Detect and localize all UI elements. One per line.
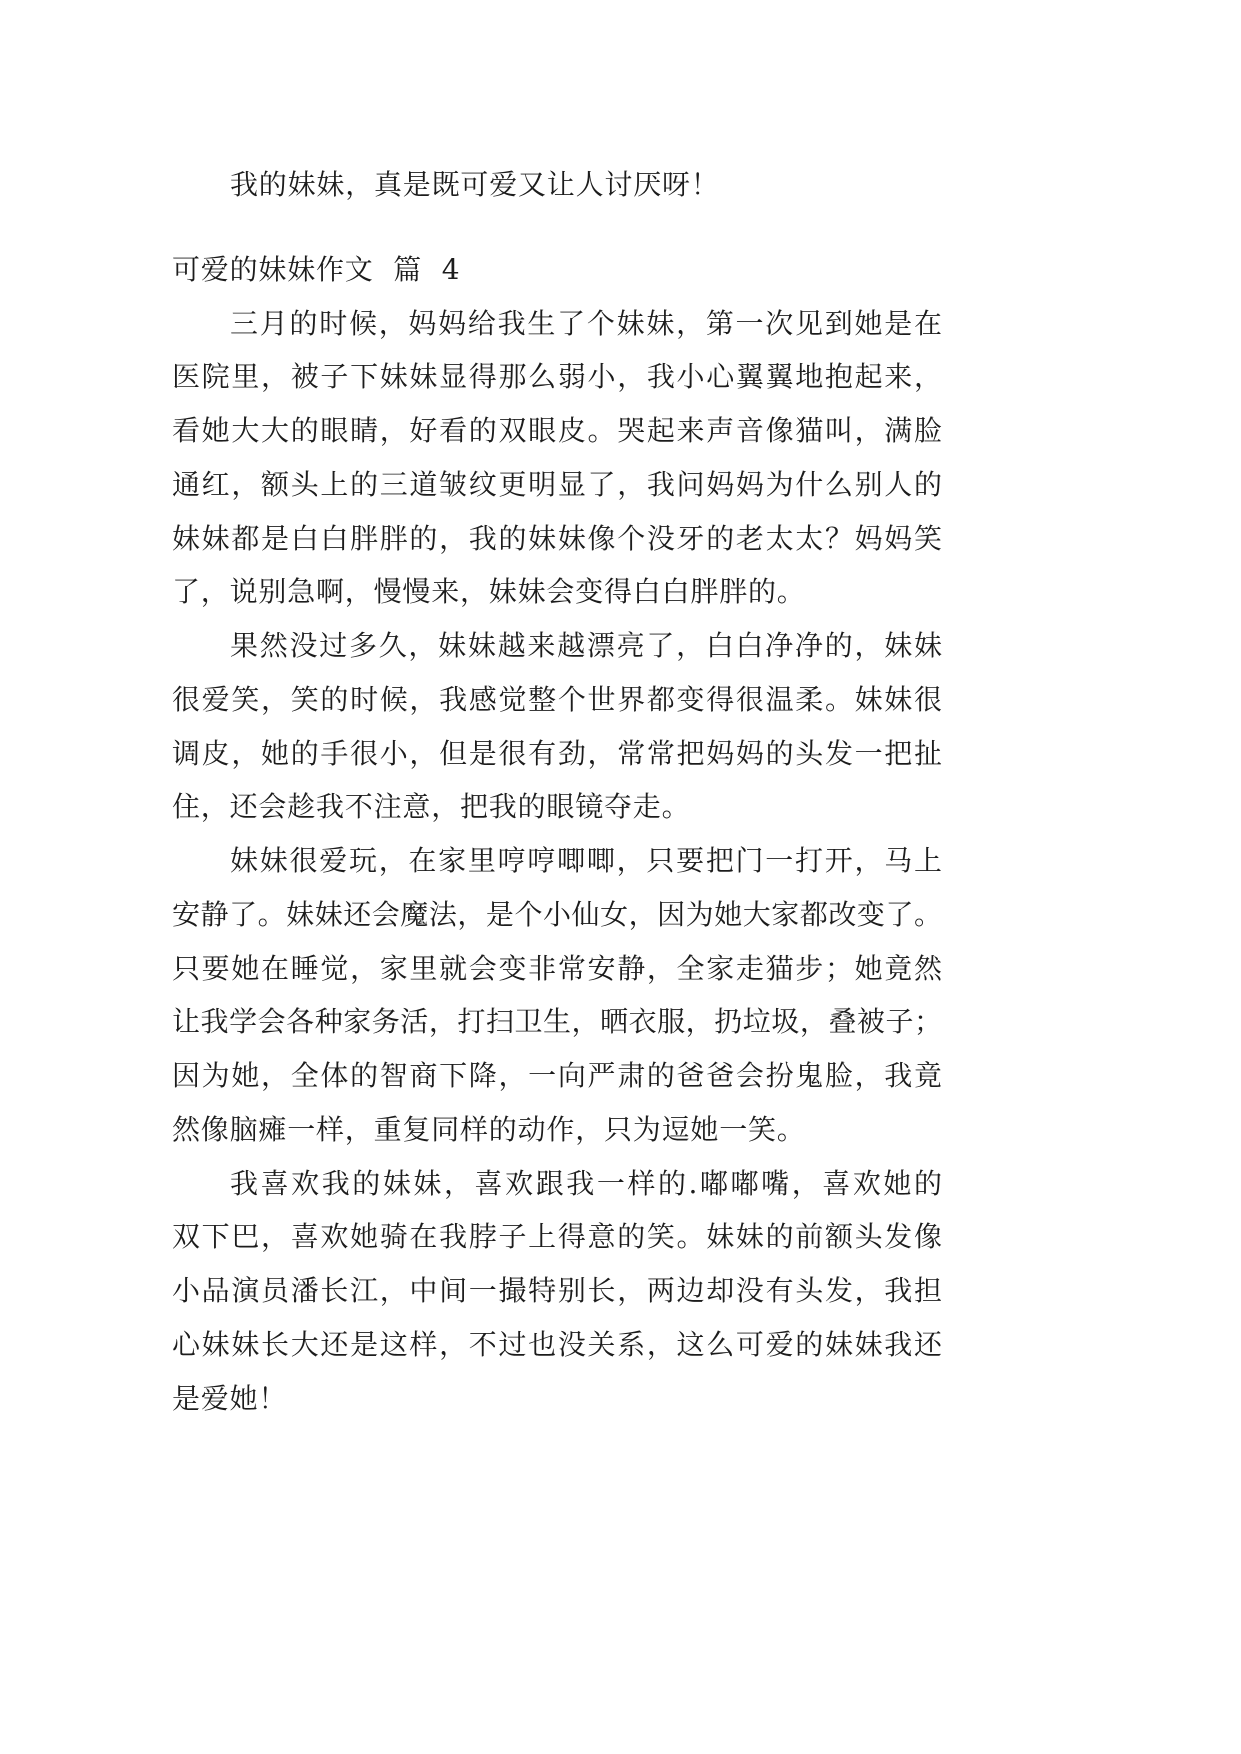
paragraph-line: 住，还会趁我不注意，把我的眼镜夺走。	[172, 790, 691, 824]
paragraph	[172, 834, 942, 1157]
paragraph-line: 我喜欢我的妹妹，喜欢跟我一样的.嘟嘟嘴，喜欢她的	[230, 1166, 942, 1200]
paragraph-line: 通红，额头上的三道皱纹更明显了，我问妈妈为什么别人的	[172, 467, 942, 501]
document-page	[172, 158, 942, 1425]
paragraph-line: 心妹妹长大还是这样，不过也没关系，这么可爱的妹妹我还	[172, 1327, 942, 1361]
paragraph-line: 然像脑瘫一样，重复同样的动作，只为逗她一笑。	[172, 1112, 806, 1146]
paragraph-line: 调皮，她的手很小，但是很有劲，常常把妈妈的头发一把扯	[172, 736, 942, 770]
intro-line: 我的妹妹，真是既可爱又让人讨厌呀！	[230, 168, 720, 201]
paragraph	[172, 619, 942, 834]
paragraph-line: 安静了。妹妹还会魔法，是个小仙女，因为她大家都改变了。	[172, 897, 942, 931]
paragraph-line: 看她大大的眼睛，好看的双眼皮。哭起来声音像猫叫，满脸	[172, 414, 942, 447]
paragraph-line: 只要她在睡觉，家里就会变非常安静，全家走猫步；她竟然	[172, 951, 942, 985]
paragraph-line: 妹妹都是白白胖胖的，我的妹妹像个没牙的老太太？妈妈笑	[172, 521, 942, 555]
paragraph-line: 妹妹很爱玩，在家里哼哼唧唧，只要把门一打开，马上	[230, 844, 942, 877]
paragraph-line: 是爱她！	[172, 1381, 288, 1415]
paragraph-line: 了，说别急啊，慢慢来，妹妹会变得白白胖胖的。	[172, 575, 806, 609]
paragraph-line: 因为她，全体的智商下降，一向严肃的爸爸会扮鬼脸，我竟	[172, 1059, 942, 1092]
paragraph-line: 三月的时候，妈妈给我生了个妹妹，第一次见到她是在	[230, 306, 942, 340]
paragraph-line: 让我学会各种家务活，打扫卫生，晒衣服，扔垃圾，叠被子；	[172, 1005, 942, 1039]
paragraph-line: 果然没过多久，妹妹越来越漂亮了，白白净净的，妹妹	[230, 629, 942, 662]
paragraph	[172, 1157, 942, 1426]
essay-heading: 可爱的妹妹作文 篇 4	[172, 252, 461, 286]
paragraph-line: 小品演员潘长江，中间一撮特别长，两边却没有头发，我担	[172, 1274, 942, 1307]
paragraph	[172, 297, 942, 620]
paragraph-line: 很爱笑，笑的时候，我感觉整个世界都变得很温柔。妹妹很	[172, 682, 942, 716]
paragraph-line: 医院里，被子下妹妹显得那么弱小，我小心翼翼地抱起来，	[172, 360, 942, 394]
paragraph-line: 双下巴，喜欢她骑在我脖子上得意的笑。妹妹的前额头发像	[172, 1220, 942, 1254]
